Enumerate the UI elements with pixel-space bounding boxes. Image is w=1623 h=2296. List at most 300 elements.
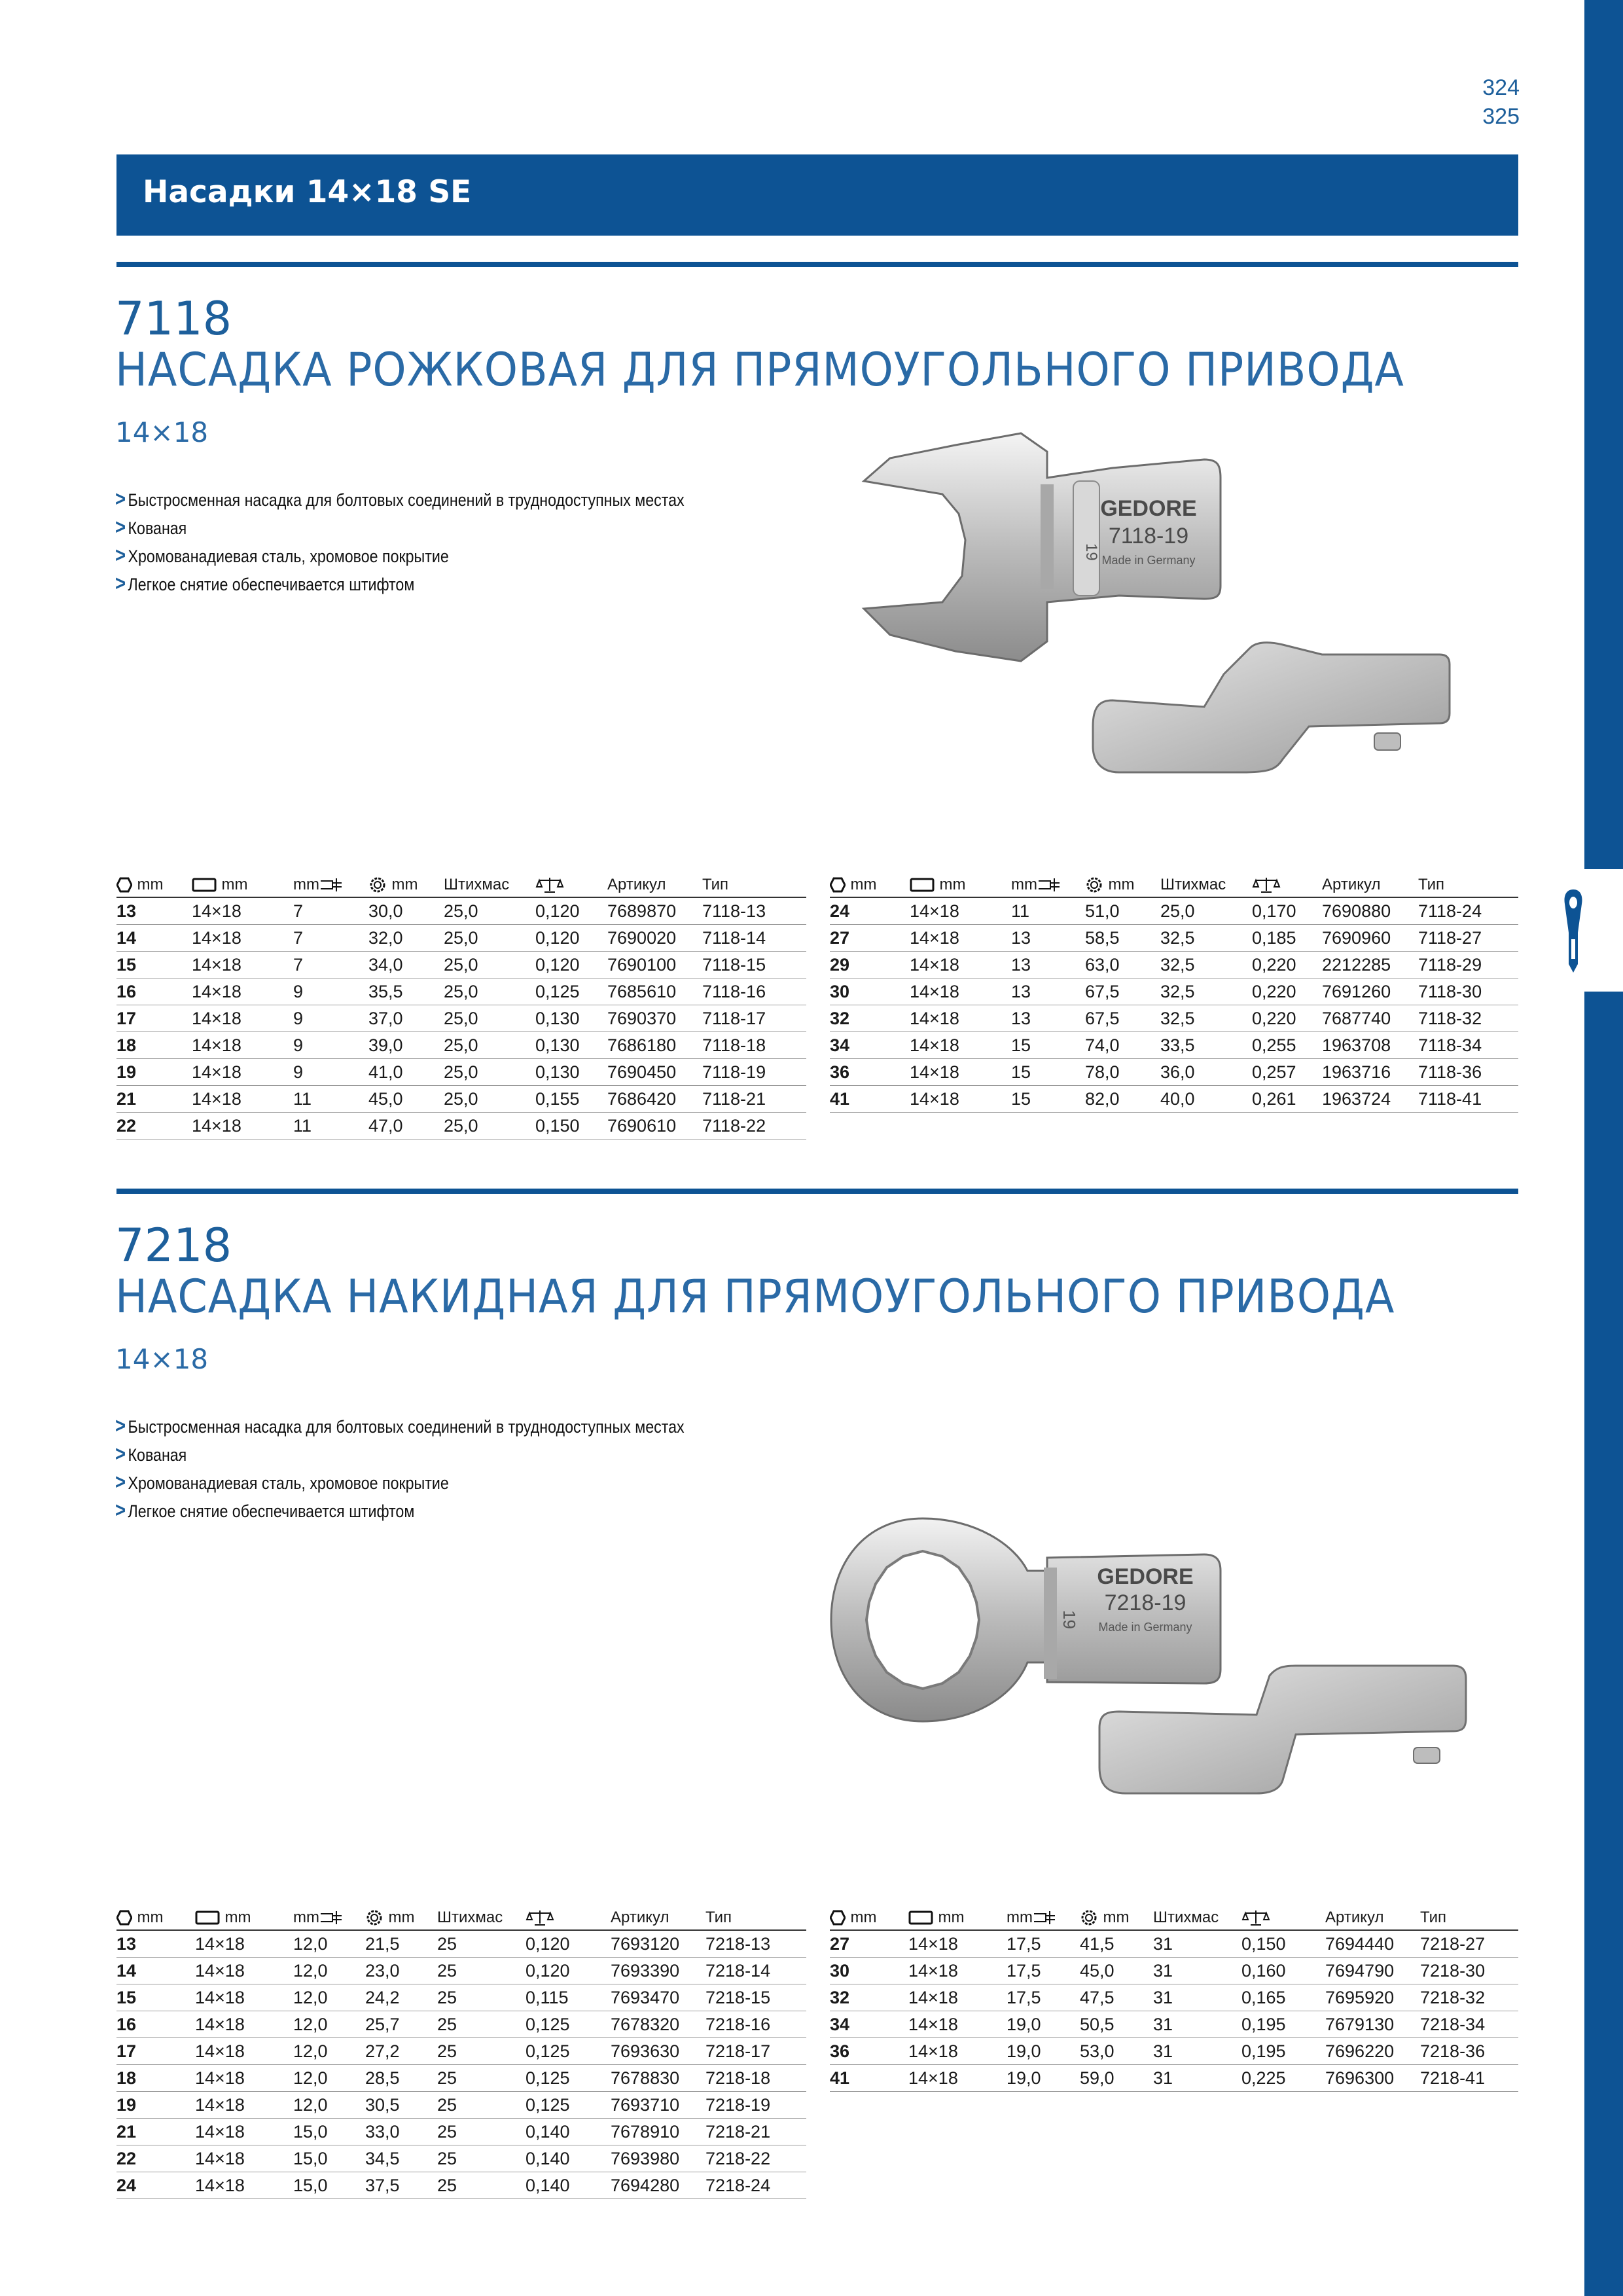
- cell-wrench-size: 30: [830, 978, 910, 1005]
- cell-type: 7118-14: [702, 925, 806, 952]
- cell-article: 1963708: [1322, 1032, 1418, 1059]
- cell-thickness: 12,0: [293, 2011, 365, 2038]
- section-code: 7218: [115, 1219, 232, 1272]
- thickness-icon: [1033, 1910, 1056, 1926]
- table-row: [830, 1958, 1518, 1984]
- cell-drive: 14×18: [910, 897, 1011, 925]
- cell-head-width: 63,0: [1085, 952, 1160, 978]
- cell-article: 7694440: [1325, 1930, 1420, 1958]
- section-code: 7118: [115, 292, 232, 346]
- cell-article: 7693470: [611, 1984, 705, 2011]
- cell-article: 7693120: [611, 1930, 705, 1958]
- cell-wrench-size: 16: [116, 978, 192, 1005]
- col-header-head-width: mm: [1080, 1897, 1153, 1930]
- cell-article: 1963716: [1322, 1059, 1418, 1086]
- spec-table: [830, 1897, 1518, 2092]
- spec-table: [116, 864, 806, 1139]
- cell-type: 7218-18: [705, 2065, 806, 2092]
- cell-drive: 14×18: [195, 2172, 293, 2199]
- side-tab-bar-top: [1584, 0, 1623, 869]
- table-header-row: [830, 864, 1518, 897]
- cell-wrench-size: 15: [116, 1984, 195, 2011]
- cell-gauge: 36,0: [1160, 1059, 1252, 1086]
- cell-wrench-size: 41: [830, 2065, 908, 2092]
- cell-type: 7118-15: [702, 952, 806, 978]
- cell-type: 7218-19: [705, 2092, 806, 2119]
- table-row: [830, 2011, 1518, 2038]
- cell-weight: 0,120: [526, 1930, 611, 1958]
- cell-drive: 14×18: [908, 2038, 1007, 2065]
- cell-drive: 14×18: [910, 952, 1011, 978]
- brand-mark: GEDORE: [1097, 1564, 1194, 1589]
- cell-thickness: 15: [1011, 1059, 1085, 1086]
- page-numbers: [1482, 73, 1520, 131]
- col-header-thickness: mm: [1007, 1897, 1080, 1930]
- cell-article: 7694280: [611, 2172, 705, 2199]
- cell-weight: 0,140: [526, 2119, 611, 2145]
- table-row: [116, 925, 806, 952]
- cell-weight: 0,220: [1252, 978, 1322, 1005]
- cell-head-width: 23,0: [365, 1958, 437, 1984]
- cell-wrench-size: 24: [830, 897, 910, 925]
- cell-wrench-size: 17: [116, 1005, 192, 1032]
- rectangle-drive-icon: [195, 1910, 220, 1926]
- hexagon-icon: [830, 877, 846, 893]
- cell-thickness: 12,0: [293, 1930, 365, 1958]
- cell-thickness: 15,0: [293, 2119, 365, 2145]
- table-row: [116, 2038, 806, 2065]
- table-row: [830, 1005, 1518, 1032]
- table-row: [830, 952, 1518, 978]
- col-header-drive: mm: [192, 864, 293, 897]
- brand-mark: GEDORE: [1100, 496, 1197, 521]
- cell-type: 7218-15: [705, 1984, 806, 2011]
- table-row: [116, 2011, 806, 2038]
- cell-drive: 14×18: [192, 925, 293, 952]
- cell-gauge: 25: [437, 1984, 526, 2011]
- table-row: [116, 1113, 806, 1139]
- col-header-weight: [526, 1897, 611, 1930]
- cell-wrench-size: 34: [830, 1032, 910, 1059]
- cell-gauge: 25,0: [444, 952, 535, 978]
- table-header-row: [116, 864, 806, 897]
- cell-weight: 0,255: [1252, 1032, 1322, 1059]
- col-header-head-width: mm: [368, 864, 444, 897]
- cell-drive: 14×18: [908, 1984, 1007, 2011]
- cell-head-width: 47,0: [368, 1113, 444, 1139]
- cell-head-width: 59,0: [1080, 2065, 1153, 2092]
- cell-weight: 0,150: [1241, 1930, 1325, 1958]
- side-tab-bar-bottom: [1584, 992, 1623, 2296]
- feature-item: > Легкое снятие обеспечивается штифтом: [115, 571, 415, 595]
- table-row: [116, 2172, 806, 2199]
- table-row: [116, 1984, 806, 2011]
- cell-type: 7218-34: [1420, 2011, 1518, 2038]
- cell-type: 7118-22: [702, 1113, 806, 1139]
- cell-wrench-size: 13: [116, 897, 192, 925]
- cell-thickness: 9: [293, 1032, 368, 1059]
- cell-head-width: 37,0: [368, 1005, 444, 1032]
- cell-drive: 14×18: [195, 2011, 293, 2038]
- cell-type: 7218-14: [705, 1958, 806, 1984]
- cell-head-width: 58,5: [1085, 925, 1160, 952]
- cell-wrench-size: 21: [116, 1086, 192, 1113]
- cell-weight: 0,160: [1241, 1958, 1325, 1984]
- cell-article: 7687740: [1322, 1005, 1418, 1032]
- cell-gauge: 25,0: [444, 1086, 535, 1113]
- feature-list: [115, 486, 777, 598]
- col-header-type: Тип: [1420, 1897, 1518, 1930]
- cell-head-width: 27,2: [365, 2038, 437, 2065]
- cell-gauge: 25,0: [444, 897, 535, 925]
- cell-head-width: 50,5: [1080, 2011, 1153, 2038]
- table-row: [830, 1930, 1518, 1958]
- cell-wrench-size: 24: [116, 2172, 195, 2199]
- col-header-article: Артикул: [607, 864, 702, 897]
- table-row: [116, 2145, 806, 2172]
- cell-type: 7218-22: [705, 2145, 806, 2172]
- cell-wrench-size: 41: [830, 1086, 910, 1113]
- cell-thickness: 13: [1011, 978, 1085, 1005]
- cell-thickness: 12,0: [293, 2092, 365, 2119]
- cell-type: 7118-34: [1418, 1032, 1518, 1059]
- col-header-weight: [1252, 864, 1322, 897]
- cell-type: 7218-30: [1420, 1958, 1518, 1984]
- feature-item: > Быстросменная насадка для болтовых соединений в труднодоступных местах: [115, 487, 685, 511]
- col-header-gauge: Штихмас: [437, 1897, 526, 1930]
- cell-article: 7694790: [1325, 1958, 1420, 1984]
- section-subtitle: 14×18: [115, 416, 209, 448]
- cell-weight: 0,170: [1252, 897, 1322, 925]
- cell-drive: 14×18: [908, 2011, 1007, 2038]
- model-mark: 7218-19: [1104, 1590, 1186, 1615]
- cell-weight: 0,195: [1241, 2011, 1325, 2038]
- cell-weight: 0,185: [1252, 925, 1322, 952]
- cell-thickness: 13: [1011, 952, 1085, 978]
- page-number-left: 324: [1482, 75, 1520, 100]
- wrench-icon: [1561, 887, 1586, 975]
- table-row: [116, 897, 806, 925]
- col-header-type: Тип: [705, 1897, 806, 1930]
- cell-drive: 14×18: [908, 1958, 1007, 1984]
- col-header-drive: mm: [908, 1897, 1007, 1930]
- table-row: [830, 2038, 1518, 2065]
- col-header-head-width: mm: [365, 1897, 437, 1930]
- cell-weight: 0,115: [526, 1984, 611, 2011]
- cell-drive: 14×18: [910, 1032, 1011, 1059]
- cell-type: 7218-41: [1420, 2065, 1518, 2092]
- cell-head-width: 47,5: [1080, 1984, 1153, 2011]
- cell-head-width: 21,5: [365, 1930, 437, 1958]
- cell-wrench-size: 32: [830, 1984, 908, 2011]
- section-divider: [116, 1189, 1518, 1194]
- page-title: Насадки 14×18 SE: [143, 174, 472, 210]
- cell-head-width: 35,5: [368, 978, 444, 1005]
- cell-drive: 14×18: [192, 1032, 293, 1059]
- section-divider: [116, 262, 1518, 267]
- cell-head-width: 53,0: [1080, 2038, 1153, 2065]
- section-subtitle: 14×18: [115, 1343, 209, 1375]
- table-row: [830, 2065, 1518, 2092]
- cell-drive: 14×18: [192, 1059, 293, 1086]
- gear-ring-icon: [368, 876, 387, 894]
- cell-article: 7679130: [1325, 2011, 1420, 2038]
- cell-wrench-size: 16: [116, 2011, 195, 2038]
- table-header-row: [116, 1897, 806, 1930]
- col-header-drive: mm: [195, 1897, 293, 1930]
- col-header-weight: [535, 864, 607, 897]
- cell-drive: 14×18: [910, 978, 1011, 1005]
- cell-type: 7118-24: [1418, 897, 1518, 925]
- cell-thickness: 12,0: [293, 2038, 365, 2065]
- cell-weight: 0,120: [535, 952, 607, 978]
- cell-thickness: 11: [1011, 897, 1085, 925]
- cell-type: 7218-17: [705, 2038, 806, 2065]
- scale-icon: [526, 1909, 554, 1926]
- cell-drive: 14×18: [192, 897, 293, 925]
- cell-thickness: 15,0: [293, 2145, 365, 2172]
- cell-type: 7118-41: [1418, 1086, 1518, 1113]
- rectangle-drive-icon: [910, 877, 935, 893]
- cell-thickness: 12,0: [293, 1958, 365, 1984]
- gear-ring-icon: [365, 1909, 383, 1927]
- cell-wrench-size: 22: [116, 1113, 192, 1139]
- cell-type: 7118-17: [702, 1005, 806, 1032]
- cell-type: 7118-32: [1418, 1005, 1518, 1032]
- cell-article: 7696220: [1325, 2038, 1420, 2065]
- cell-gauge: 25: [437, 2011, 526, 2038]
- table-row: [116, 978, 806, 1005]
- cell-wrench-size: 27: [830, 925, 910, 952]
- cell-drive: 14×18: [192, 978, 293, 1005]
- cell-weight: 0,120: [526, 1958, 611, 1984]
- cell-drive: 14×18: [908, 1930, 1007, 1958]
- table-row: [116, 2092, 806, 2119]
- cell-drive: 14×18: [195, 1958, 293, 1984]
- cell-head-width: 24,2: [365, 1984, 437, 2011]
- cell-weight: 0,140: [526, 2172, 611, 2199]
- cell-gauge: 25: [437, 2065, 526, 2092]
- cell-thickness: 17,5: [1007, 1930, 1080, 1958]
- col-header-gauge: Штихмас: [1153, 1897, 1241, 1930]
- cell-drive: 14×18: [195, 1984, 293, 2011]
- cell-type: 7218-36: [1420, 2038, 1518, 2065]
- header-band: [116, 154, 1518, 236]
- cell-gauge: 32,5: [1160, 1005, 1252, 1032]
- cell-gauge: 25: [437, 1930, 526, 1958]
- cell-type: 7218-16: [705, 2011, 806, 2038]
- spec-table: [116, 1897, 806, 2199]
- cell-article: 7678910: [611, 2119, 705, 2145]
- cell-article: 7689870: [607, 897, 702, 925]
- cell-article: 7685610: [607, 978, 702, 1005]
- cell-gauge: 31: [1153, 1958, 1241, 1984]
- table-row: [116, 1059, 806, 1086]
- cell-head-width: 25,7: [365, 2011, 437, 2038]
- cell-gauge: 25: [437, 1958, 526, 1984]
- col-header-wrench-size: mm: [116, 1897, 195, 1930]
- cell-head-width: 51,0: [1085, 897, 1160, 925]
- cell-type: 7218-32: [1420, 1984, 1518, 2011]
- cell-article: 7690100: [607, 952, 702, 978]
- col-header-type: Тип: [1418, 864, 1518, 897]
- feature-list: [115, 1412, 777, 1525]
- table-row: [830, 1032, 1518, 1059]
- col-header-article: Артикул: [1325, 1897, 1420, 1930]
- cell-article: 7690020: [607, 925, 702, 952]
- cell-type: 7118-36: [1418, 1059, 1518, 1086]
- gear-ring-icon: [1085, 876, 1103, 894]
- cell-head-width: 45,0: [1080, 1958, 1153, 1984]
- cell-drive: 14×18: [192, 1113, 293, 1139]
- cell-head-width: 34,0: [368, 952, 444, 978]
- cell-thickness: 15: [1011, 1032, 1085, 1059]
- cell-wrench-size: 19: [116, 1059, 192, 1086]
- cell-thickness: 7: [293, 952, 368, 978]
- cell-article: 7693390: [611, 1958, 705, 1984]
- hexagon-icon: [116, 877, 132, 893]
- thickness-icon: [319, 877, 343, 893]
- cell-head-width: 67,5: [1085, 1005, 1160, 1032]
- col-header-wrench-size: mm: [830, 1897, 908, 1930]
- cell-article: 7686180: [607, 1032, 702, 1059]
- cell-drive: 14×18: [910, 1059, 1011, 1086]
- made-in-mark: Made in Germany: [1101, 554, 1196, 567]
- feature-item: > Кованая: [115, 515, 187, 539]
- cell-wrench-size: 32: [830, 1005, 910, 1032]
- cell-head-width: 41,5: [1080, 1930, 1153, 1958]
- cell-weight: 0,150: [535, 1113, 607, 1139]
- cell-head-width: 39,0: [368, 1032, 444, 1059]
- cell-gauge: 40,0: [1160, 1086, 1252, 1113]
- cell-gauge: 25,0: [444, 1032, 535, 1059]
- size-mark: 19: [1082, 543, 1100, 561]
- cell-thickness: 13: [1011, 925, 1085, 952]
- cell-article: 7693630: [611, 2038, 705, 2065]
- cell-drive: 14×18: [195, 2092, 293, 2119]
- col-header-wrench-size: mm: [116, 864, 192, 897]
- cell-type: 7218-13: [705, 1930, 806, 1958]
- table-row: [116, 1032, 806, 1059]
- table-row: [830, 1059, 1518, 1086]
- feature-item: > Хромованадиевая сталь, хромовое покрытие: [115, 543, 449, 567]
- cell-gauge: 25,0: [444, 1005, 535, 1032]
- cell-weight: 0,261: [1252, 1086, 1322, 1113]
- col-header-head-width: mm: [1085, 864, 1160, 897]
- cell-gauge: 25,0: [444, 1113, 535, 1139]
- cell-drive: 14×18: [195, 2145, 293, 2172]
- cell-thickness: 12,0: [293, 1984, 365, 2011]
- cell-article: 1963724: [1322, 1086, 1418, 1113]
- cell-thickness: 17,5: [1007, 1958, 1080, 1984]
- cell-thickness: 19,0: [1007, 2038, 1080, 2065]
- cell-wrench-size: 22: [116, 2145, 195, 2172]
- cell-gauge: 31: [1153, 1984, 1241, 2011]
- cell-type: 7118-19: [702, 1059, 806, 1086]
- table-row: [830, 978, 1518, 1005]
- cell-drive: 14×18: [910, 925, 1011, 952]
- cell-thickness: 7: [293, 925, 368, 952]
- cell-thickness: 7: [293, 897, 368, 925]
- cell-type: 7118-21: [702, 1086, 806, 1113]
- cell-thickness: 19,0: [1007, 2065, 1080, 2092]
- rectangle-drive-icon: [908, 1910, 933, 1926]
- cell-thickness: 9: [293, 978, 368, 1005]
- cell-article: 7678320: [611, 2011, 705, 2038]
- cell-wrench-size: 18: [116, 2065, 195, 2092]
- rectangle-drive-icon: [192, 877, 217, 893]
- cell-gauge: 25: [437, 2145, 526, 2172]
- table-row: [830, 925, 1518, 952]
- cell-weight: 0,165: [1241, 1984, 1325, 2011]
- cell-gauge: 25: [437, 2092, 526, 2119]
- thickness-icon: [1037, 877, 1061, 893]
- cell-weight: 0,140: [526, 2145, 611, 2172]
- made-in-mark: Made in Germany: [1098, 1621, 1192, 1634]
- cell-type: 7218-24: [705, 2172, 806, 2199]
- cell-thickness: 15,0: [293, 2172, 365, 2199]
- cell-wrench-size: 14: [116, 925, 192, 952]
- cell-thickness: 15: [1011, 1086, 1085, 1113]
- cell-gauge: 32,5: [1160, 952, 1252, 978]
- cell-wrench-size: 13: [116, 1930, 195, 1958]
- cell-weight: 0,220: [1252, 952, 1322, 978]
- cell-article: 7678830: [611, 2065, 705, 2092]
- cell-head-width: 78,0: [1085, 1059, 1160, 1086]
- cell-type: 7118-16: [702, 978, 806, 1005]
- thickness-icon: [319, 1910, 343, 1926]
- col-header-thickness: mm: [1011, 864, 1085, 897]
- cell-article: 7690610: [607, 1113, 702, 1139]
- table-header-row: [830, 1897, 1518, 1930]
- cell-gauge: 25: [437, 2172, 526, 2199]
- cell-weight: 0,125: [535, 978, 607, 1005]
- cell-article: 2212285: [1322, 952, 1418, 978]
- cell-weight: 0,125: [526, 2065, 611, 2092]
- cell-gauge: 31: [1153, 1930, 1241, 1958]
- cell-gauge: 25: [437, 2038, 526, 2065]
- cell-head-width: 45,0: [368, 1086, 444, 1113]
- hexagon-icon: [116, 1910, 132, 1926]
- cell-weight: 0,125: [526, 2092, 611, 2119]
- cell-gauge: 32,5: [1160, 978, 1252, 1005]
- col-header-drive: mm: [910, 864, 1011, 897]
- cell-article: 7690450: [607, 1059, 702, 1086]
- cell-wrench-size: 36: [830, 1059, 910, 1086]
- cell-gauge: 31: [1153, 2065, 1241, 2092]
- cell-article: 7691260: [1322, 978, 1418, 1005]
- cell-weight: 0,125: [526, 2038, 611, 2065]
- cell-type: 7218-27: [1420, 1930, 1518, 1958]
- cell-drive: 14×18: [195, 2065, 293, 2092]
- feature-item: > Хромованадиевая сталь, хромовое покрытие: [115, 1470, 449, 1494]
- table-row: [116, 2119, 806, 2145]
- spec-table: [830, 864, 1518, 1113]
- cell-head-width: 41,0: [368, 1059, 444, 1086]
- cell-drive: 14×18: [195, 2038, 293, 2065]
- cell-head-width: 82,0: [1085, 1086, 1160, 1113]
- cell-gauge: 25,0: [444, 1059, 535, 1086]
- cell-article: 7690370: [607, 1005, 702, 1032]
- cell-weight: 0,125: [526, 2011, 611, 2038]
- cell-thickness: 17,5: [1007, 1984, 1080, 2011]
- col-header-article: Артикул: [1322, 864, 1418, 897]
- cell-weight: 0,120: [535, 925, 607, 952]
- cell-wrench-size: 36: [830, 2038, 908, 2065]
- cell-wrench-size: 17: [116, 2038, 195, 2065]
- col-header-thickness: mm: [293, 864, 368, 897]
- cell-gauge: 31: [1153, 2038, 1241, 2065]
